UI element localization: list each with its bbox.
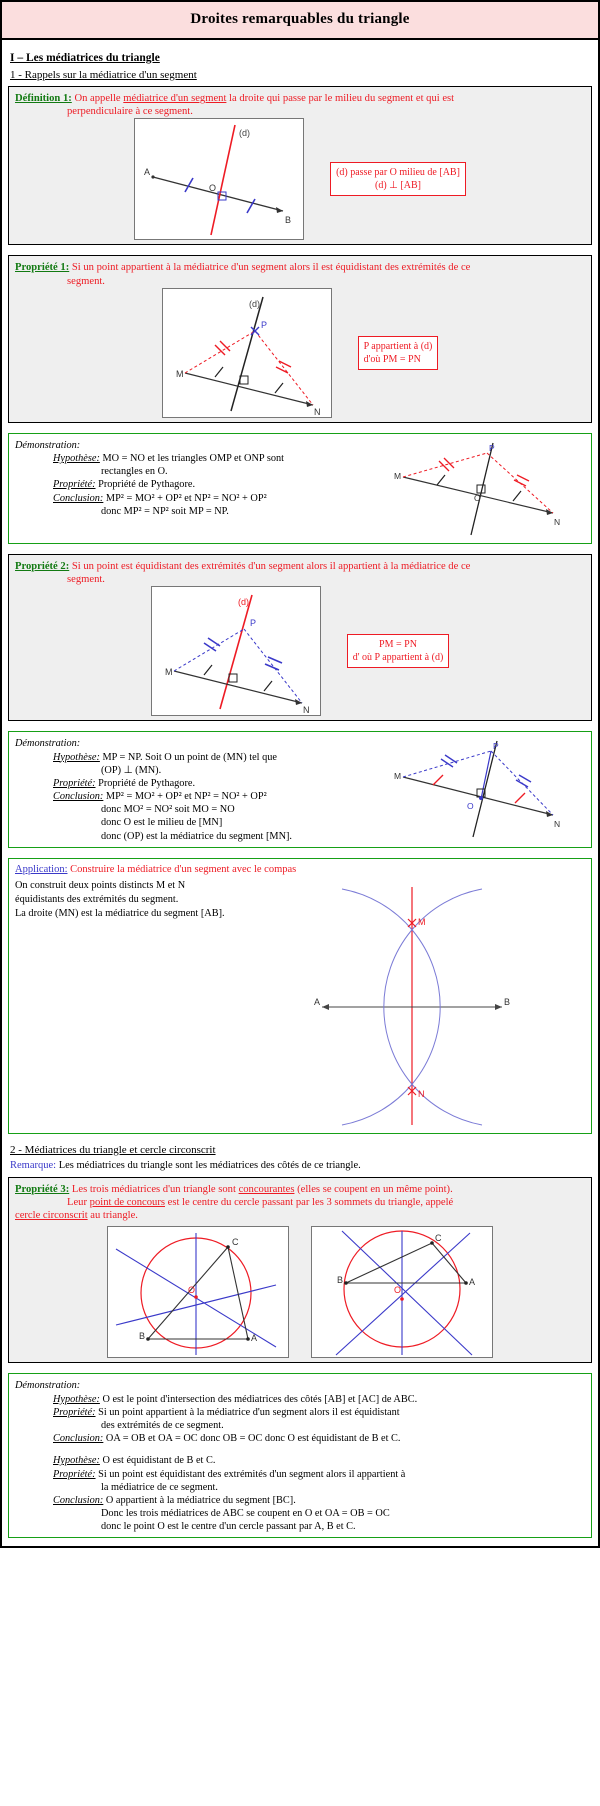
propriete-3-text-line2-b: est le centre du cercle passant par les 3 sommets du triangle, appelé [164, 1197, 454, 1209]
propriete-2-figure [151, 586, 321, 716]
figure-label-p: P [489, 442, 495, 453]
cercle-circonscrit-figure-left [107, 1226, 289, 1358]
application-title [15, 864, 585, 875]
propriete-1-text-line1: Si un point appartient à la médiatrice d'un segment alors il est équidistant des extrémités de ce [71, 262, 471, 274]
definition-1-text-b: la droite qui passe par le milieu du segment et qui est [226, 93, 455, 104]
figure-label-o: O [467, 801, 474, 812]
propriete-2-figure-row [15, 586, 585, 716]
figure-label-p: P [260, 319, 267, 330]
propriete-3-text-line1-b: (elles se coupent en un même point). [294, 1183, 453, 1195]
figure-label-n: N [554, 819, 561, 830]
demonstration-2-header: Démonstration: [15, 738, 81, 750]
demonstration-1-conclusion-2: donc MP² = NP² soit MP = NP. [101, 505, 229, 517]
propriete-3-text-line3-b: au triangle. [87, 1210, 138, 1222]
subsection-heading-1: 1 - Rappels sur la médiatrice d'un segment [10, 69, 197, 81]
propriete-text: Si un point appartient à la médiatrice d'un segment alors il est équidistant [98, 1406, 400, 1418]
demonstration-1-conclusion [15, 492, 345, 505]
demonstration-2-conclusion-4: donc (OP) est la médiatrice du segment [MN]. [101, 830, 293, 842]
figure-label-b: B [139, 1331, 146, 1342]
demonstration-3-box [8, 1373, 592, 1538]
conclusion-key: Conclusion: [53, 492, 104, 504]
figure-label-d: (d) [248, 298, 260, 309]
propriete-key: Propriété: [53, 1406, 96, 1418]
application-label: Application: [15, 863, 68, 875]
demonstration-3-header: Démonstration: [15, 1380, 81, 1392]
conclusion-key: Conclusion: [53, 1433, 104, 1445]
application-box [8, 858, 592, 1134]
remarque [10, 1160, 592, 1171]
document-body [2, 40, 598, 1546]
propriete-2-text-line2: segment. [67, 574, 105, 586]
figure-label-b: B [285, 215, 292, 226]
propriete-3-line3 [15, 1209, 585, 1222]
propriete-3-box [8, 1177, 592, 1364]
definition-1-figure-row [15, 118, 585, 240]
propriete-1-note [358, 336, 439, 370]
demonstration-1-propriete [15, 478, 345, 491]
propriete-1-statement [15, 261, 585, 287]
demonstration-3-conclusion-2c: donc le point O est le centre d'un cercle passant par A, B et C. [101, 1521, 356, 1533]
demonstration-2-hypothese [15, 751, 345, 764]
figure-label-n: N [313, 406, 321, 417]
definition-1-box [8, 86, 592, 245]
figure-label-a: A [314, 996, 321, 1007]
demonstration-2-conclusion-3: donc O est le milieu de [MN] [101, 817, 223, 829]
propriete-key-2: Propriété: [53, 1468, 96, 1480]
cercle-circonscrit-figure-right [311, 1226, 493, 1358]
conclusion-key-2: Conclusion: [53, 1494, 104, 1506]
definition-1-keyword: médiatrice d'un segment [123, 93, 227, 104]
figure-label-n: N [554, 516, 561, 527]
propriete-key: Propriété: [53, 479, 96, 491]
propriete-2-label: Propriété 2: [15, 560, 70, 572]
demonstration-2-hypothese-2: (OP) ⊥ (MN). [101, 764, 162, 776]
demonstration-2-figure [367, 737, 567, 842]
demonstration-3-propriete-2 [15, 1468, 585, 1481]
propriete-3-text-line2-a: Leur [67, 1197, 90, 1209]
demonstration-1-header: Démonstration: [15, 439, 81, 451]
demonstration-2-content [15, 737, 585, 842]
mediatrice-definition-figure [134, 118, 304, 240]
hypothese-text-2: O est équidistant de B et C. [102, 1455, 216, 1467]
figure-label-m: M [394, 771, 402, 782]
definition-1-text-line2: perpendiculaire à ce segment. [67, 106, 193, 118]
hypothese-key: Hypothèse: [53, 453, 100, 465]
propriete-2-note-line2: d' où P appartient à (d) [352, 652, 444, 664]
demonstration-1-hypothese-2: rectangles en O. [101, 466, 168, 478]
demonstration-1-hypothese [15, 452, 345, 465]
demonstration-3-conclusion-2b: Donc les trois médiatrices de ABC se coupent en O et OA = OB = OC [101, 1508, 390, 1520]
figure-label-m: M [164, 667, 173, 678]
figure-label-n: N [418, 1088, 425, 1099]
hypothese-key: Hypothèse: [53, 1393, 100, 1405]
demonstration-3-conclusion-1 [15, 1432, 585, 1445]
definition-1-note-line2: (d) ⊥ [AB] [375, 180, 421, 192]
conclusion-key: Conclusion: [53, 791, 104, 803]
figure-label-b: B [337, 1275, 344, 1286]
propriete-3-statement [15, 1183, 585, 1223]
propriete-1-figure [162, 288, 332, 418]
propriete-2-statement [15, 560, 585, 586]
demonstration-1-figure [367, 439, 567, 539]
application-line-3: La droite (MN) est la médiatrice du segment [AB]. [15, 907, 225, 919]
figure-label-m: M [418, 916, 426, 927]
propriete-3-line2 [15, 1196, 585, 1209]
demonstration-1-box [8, 433, 592, 544]
demonstration-2-propriete [15, 777, 345, 790]
demonstration-1-figure-wrap [349, 439, 585, 539]
spacer [15, 1445, 585, 1454]
propriete-3-text-line1-a: Les trois médiatrices d'un triangle sont [71, 1183, 239, 1195]
figure-label-d: (d) [239, 128, 251, 139]
compas-construction-figure [312, 879, 562, 1129]
demonstration-2-conclusion [15, 790, 345, 803]
application-text [15, 879, 285, 921]
remarque-text: Les médiatrices du triangle sont les médiatrices des côtés de ce triangle. [58, 1159, 361, 1171]
demonstration-2-conclusion-2: donc MO² = NO² soit MO = NO [101, 804, 235, 816]
conclusion-text: MP² = MO² + OP² et NP² = NO² + OP² [105, 492, 267, 504]
propriete-3-label: Propriété 3: [15, 1183, 70, 1195]
hypothese-key-2: Hypothèse: [53, 1455, 100, 1467]
propriete-1-note-line1: P appartient à (d) [363, 340, 433, 352]
propriete-3-keyword-1: concourantes [238, 1183, 295, 1195]
demonstration-3-text [15, 1379, 585, 1533]
definition-1-note [330, 162, 466, 196]
propriete-3-keyword-3: cercle circonscrit [15, 1210, 88, 1222]
conclusion-text: MP² = MO² + OP² et NP² = NO² + OP² [105, 791, 267, 803]
figure-label-o: O [209, 183, 217, 194]
definition-1-statement [15, 92, 585, 118]
figure-label-a: A [469, 1277, 476, 1288]
application-line-2: équidistants des extrémités du segment. [15, 893, 179, 905]
figure-label-d: (d) [237, 597, 249, 608]
demonstration-2-text [15, 737, 345, 842]
propriete-2-note [347, 634, 450, 668]
hypothese-text: MO = NO et les triangles OMP et ONP sont [102, 453, 284, 465]
figure-label-o: O [474, 492, 481, 503]
demonstration-3-hypothese-1 [15, 1393, 585, 1406]
demonstration-3-propriete-1b: des extrémités de ce segment. [101, 1420, 224, 1431]
hypothese-text: O est le point d'intersection des médiatrices des côtés [AB] et [AC] de ABC. [102, 1393, 418, 1405]
propriete-2-box [8, 554, 592, 721]
propriete-1-box [8, 255, 592, 422]
document-title-bar [2, 2, 598, 40]
propriete-1-note-line2: d'où PM = PN [363, 353, 421, 365]
demonstration-2-figure-wrap [349, 737, 585, 842]
page-title: Droites remarquables du triangle [190, 11, 410, 27]
propriete-1-text-line2: segment. [67, 275, 105, 287]
propriete-3-figure-row [15, 1226, 585, 1358]
figure-label-c: C [232, 1237, 239, 1248]
conclusion-text-2: O appartient à la médiatrice du segment [BC]. [105, 1494, 296, 1506]
figure-label-b: B [504, 996, 511, 1007]
application-line-1: On construit deux points distincts M et N [15, 879, 186, 891]
propriete-1-figure-row [15, 288, 585, 418]
figure-label-o: O [394, 1285, 402, 1296]
definition-1-note-line1: (d) passe par O milieu de [AB] [336, 167, 460, 179]
propriete-3-keyword-2: point de concours [89, 1197, 165, 1209]
propriete-2-text-line1: Si un point est équidistant des extrémités d'un segment alors il appartient à la médiatrice de ce [71, 560, 471, 572]
demonstration-2-box [8, 731, 592, 847]
subsection-heading-2: 2 - Médiatrices du triangle et cercle circonscrit [10, 1143, 216, 1156]
propriete-text: Propriété de Pythagore. [98, 479, 196, 491]
application-figure-wrap [289, 879, 585, 1129]
figure-label-c: C [435, 1233, 442, 1244]
hypothese-text: MP = NP. Soit O un point de (MN) tel que [102, 751, 277, 763]
application-content [15, 879, 585, 1129]
definition-1-text-a: On appelle [74, 93, 124, 104]
propriete-text-2: Si un point est équidistant des extrémités d'un segment alors il appartient à [98, 1468, 406, 1480]
figure-label-n: N [302, 705, 310, 716]
figure-label-p: P [493, 741, 499, 752]
demonstration-1-content [15, 439, 585, 539]
application-title-text: Construire la médiatrice d'un segment avec le compas [70, 863, 297, 875]
conclusion-text: OA = OB et OA = OC donc OB = OC donc O est équidistant de B et C. [105, 1433, 401, 1445]
section-heading-1: I – Les médiatrices du triangle [10, 52, 160, 64]
remarque-label: Remarque: [10, 1159, 57, 1171]
demonstration-3-propriete-1 [15, 1406, 585, 1419]
figure-label-m: M [394, 470, 402, 481]
figure-label-a: A [251, 1333, 258, 1344]
propriete-1-label: Propriété 1: [15, 262, 70, 274]
propriete-text: Propriété de Pythagore. [98, 777, 196, 789]
demonstration-3-propriete-2b: la médiatrice de ce segment. [101, 1481, 218, 1493]
figure-label-o: O [188, 1285, 196, 1296]
hypothese-key: Hypothèse: [53, 751, 100, 763]
demonstration-3-conclusion-2 [15, 1494, 585, 1507]
definition-1-label: Définition 1: [15, 93, 72, 104]
demonstration-1-text [15, 439, 345, 518]
propriete-key: Propriété: [53, 777, 96, 789]
demonstration-3-hypothese-2 [15, 1454, 585, 1467]
figure-label-p: P [249, 618, 256, 629]
figure-label-a: A [144, 167, 151, 178]
propriete-2-note-line1: PM = PN [379, 639, 417, 651]
figure-label-m: M [175, 368, 184, 379]
